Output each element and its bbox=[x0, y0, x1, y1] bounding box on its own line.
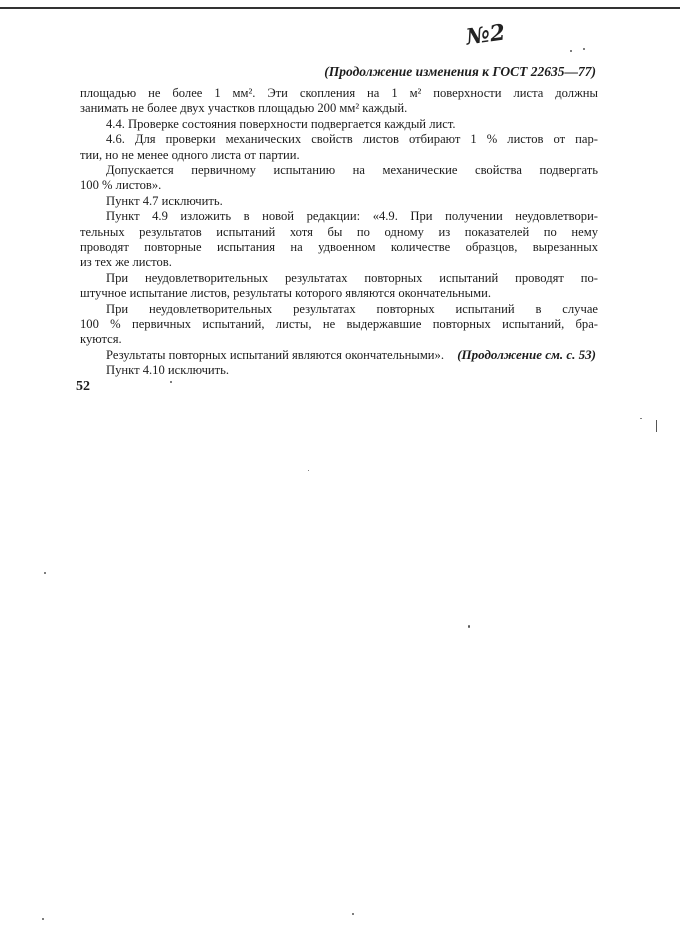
text-line: из тех же листов. bbox=[80, 255, 172, 270]
page-header: (Продолжение изменения к ГОСТ 22635—77) bbox=[324, 64, 596, 79]
continuation-note: (Продолжение см. с. 53) bbox=[457, 347, 596, 362]
text-line: Допускается первичному испытанию на механические свойства подвергать bbox=[106, 163, 598, 177]
text-line: площадью не более 1 мм². Эти скопления на 1 м² поверхности листа должны bbox=[80, 86, 598, 100]
text-line: Результаты повторных испытаний являются окончательными». bbox=[106, 347, 444, 362]
handwritten-annotation: №2 bbox=[464, 19, 507, 51]
scan-speck bbox=[583, 48, 585, 50]
text-line: занимать не более двух участков площадью 200 мм² каждый. bbox=[80, 101, 408, 116]
text-line: Пункт 4.7 исключить. bbox=[106, 193, 223, 208]
scan-edge-line bbox=[0, 7, 680, 9]
text-line: 4.4. Проверке состояния поверхности подвергается каждый лист. bbox=[106, 116, 456, 131]
text-line: 100 % листов». bbox=[80, 178, 162, 193]
text-line: штучное испытание листов, результаты которого являются окончательными. bbox=[80, 286, 491, 301]
scan-speck bbox=[170, 381, 172, 383]
scan-speck bbox=[308, 470, 309, 471]
text-line: тельных результатов испытаний хотя бы по одному из показателей по нему bbox=[80, 224, 598, 239]
text-line: Пункт 4.9 изложить в новой редакции: «4.9. При получении неудовлетвори- bbox=[106, 209, 598, 224]
scan-speck bbox=[640, 418, 642, 419]
text-line: 100 % первичных испытаний, листы, не выдержавшие повторных испытаний, бра- bbox=[80, 316, 598, 331]
text-line: 4.6. Для проверки механических свойств листов отбирают 1 % листов от пар- bbox=[106, 132, 598, 147]
scan-speck bbox=[44, 572, 46, 574]
scan-speck bbox=[42, 918, 44, 920]
text-line: Пункт 4.10 исключить. bbox=[106, 363, 230, 378]
text-line: куются. bbox=[80, 332, 122, 347]
page-number: 52 bbox=[76, 379, 90, 394]
scan-speck bbox=[468, 625, 470, 628]
scan-speck bbox=[570, 50, 572, 52]
text-line: При неудовлетворительных результатах повторных испытаний в случае bbox=[106, 301, 598, 316]
document-body bbox=[80, 86, 598, 379]
text-line: проводят повторные испытания на удвоенном количестве образцов, вырезанных bbox=[80, 239, 598, 254]
text-line: тии, но не менее одного листа от партии. bbox=[80, 147, 300, 162]
scan-speck bbox=[656, 420, 657, 432]
scan-speck bbox=[352, 913, 354, 915]
text-line: При неудовлетворительных результатах повторных испытаний проводят по- bbox=[106, 270, 598, 285]
